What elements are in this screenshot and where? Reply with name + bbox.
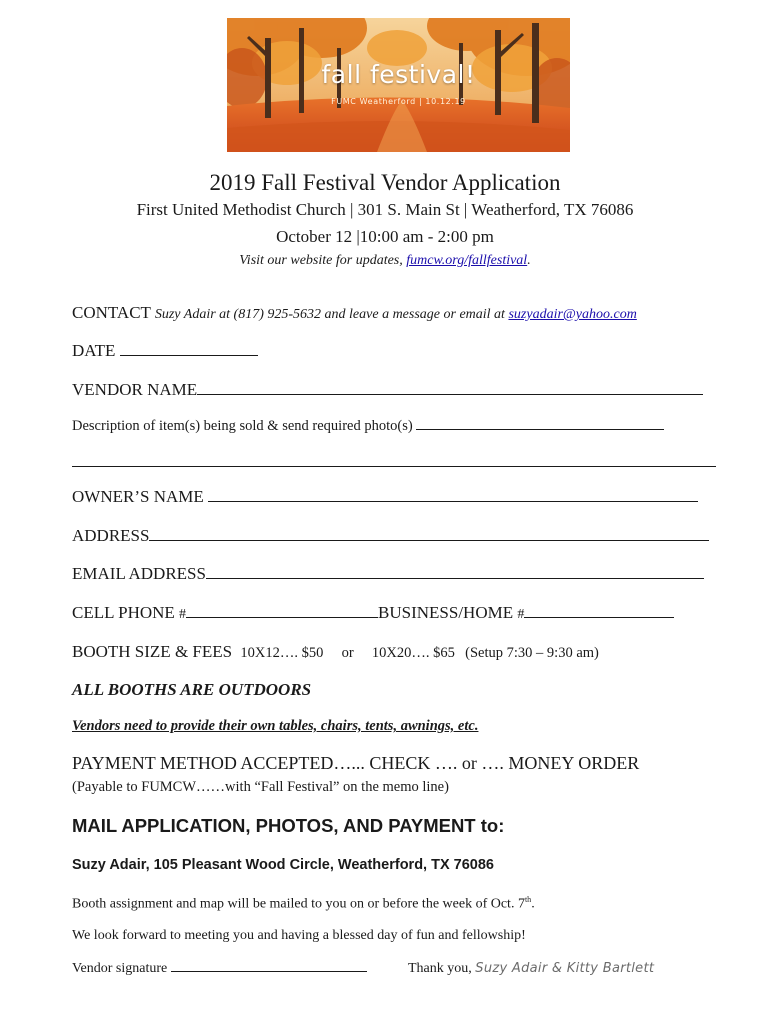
booth-assignment-text: Booth assignment and map will be mailed to you on or before the week of Oct. 7 — [72, 896, 525, 912]
booth-assignment-sup: th — [524, 895, 532, 904]
address-label: ADDRESS — [72, 526, 150, 545]
email-address-field[interactable] — [72, 564, 704, 584]
thank-you-label: Thank you, — [408, 961, 472, 976]
cell-phone-label: CELL PHONE — [72, 603, 175, 622]
email-address-blank-line[interactable] — [206, 577, 704, 579]
booth-assignment-end: . — [531, 896, 535, 912]
vendor-signature-label: Vendor signature — [72, 961, 168, 976]
booth-option-small: 10X12…. $50 — [240, 645, 324, 661]
location-line: First United Methodist Church | 301 S. Main St | Weatherford, TX 76086 — [136, 200, 634, 219]
description-label: Description of item(s) being sold & send required photo(s) — [72, 418, 413, 434]
address-blank-line[interactable] — [149, 539, 709, 541]
contact-label: CONTACT — [72, 303, 151, 322]
email-address-label: EMAIL ADDRESS — [72, 564, 206, 583]
outdoors-notice: ALL BOOTHS ARE OUTDOORS — [72, 680, 312, 699]
booth-fees-line — [72, 642, 599, 662]
vendor-name-blank-line[interactable] — [197, 393, 703, 395]
festival-banner-image — [227, 18, 570, 152]
booth-setup-time: (Setup 7:30 – 9:30 am) — [465, 645, 599, 661]
cell-phone-hash: # — [179, 607, 187, 622]
booth-fees-label: BOOTH SIZE & FEES — [72, 642, 233, 661]
signed-names: Suzy Adair & Kitty Bartlett — [475, 961, 655, 976]
vendor-name-field[interactable] — [72, 380, 703, 400]
contact-text: Suzy Adair at (817) 925-5632 and leave a message or email at — [154, 307, 509, 322]
booth-assignment-note — [72, 895, 535, 913]
description-blank-line[interactable] — [416, 428, 664, 430]
booth-option-large: 10X20…. $65 — [371, 645, 455, 661]
owner-name-field[interactable] — [72, 487, 698, 507]
mail-heading: MAIL APPLICATION, PHOTOS, AND PAYMENT to: — [72, 815, 505, 836]
banner-subtitle: FUMC Weatherford | 10.12.19 — [331, 97, 466, 106]
vendor-name-label: VENDOR NAME — [72, 380, 198, 399]
date-blank-line[interactable] — [120, 354, 258, 356]
vendor-signature-blank-line[interactable] — [171, 970, 367, 972]
visit-website-line — [0, 253, 770, 269]
look-forward-note: We look forward to meeting you and having a blessed day of fun and fellowship! — [72, 928, 526, 943]
payment-method-line: PAYMENT METHOD ACCEPTED…... CHECK …. or …. MONEY ORDER — [72, 753, 640, 773]
contact-email-link[interactable]: suzyadair@yahoo.com — [508, 307, 637, 322]
website-link[interactable]: fumcw.org/fallfestival — [406, 253, 528, 268]
owner-name-blank-line[interactable] — [208, 500, 698, 502]
cell-phone-blank-line[interactable] — [186, 616, 378, 618]
page-title: 2019 Fall Festival Vendor Application — [209, 170, 561, 195]
owner-name-label: OWNER’S NAME — [72, 487, 204, 506]
date-label: DATE — [72, 341, 116, 360]
date-time-line: October 12 |10:00 am - 2:00 pm — [276, 227, 494, 246]
contact-line — [72, 303, 637, 323]
description-extra-line[interactable] — [72, 466, 716, 467]
thank-you-line — [408, 961, 654, 977]
visit-prefix: Visit our website for updates, — [239, 253, 407, 268]
date-field[interactable] — [72, 341, 258, 361]
visit-suffix: . — [527, 253, 531, 268]
business-home-hash: # — [517, 607, 525, 622]
phone-fields — [72, 603, 674, 623]
address-field[interactable] — [72, 526, 709, 546]
payable-note: (Payable to FUMCW……with “Fall Festival” on the memo line) — [72, 779, 449, 795]
booth-or: or — [341, 645, 354, 661]
vendors-provide-notice: Vendors need to provide their own tables, chairs, tents, awnings, etc. — [72, 718, 479, 734]
banner-title: fall festival! — [321, 60, 476, 89]
description-field[interactable] — [72, 418, 664, 435]
business-home-blank-line[interactable] — [524, 616, 674, 618]
vendor-signature-field[interactable] — [72, 961, 367, 977]
mail-address: Suzy Adair, 105 Pleasant Wood Circle, Weatherford, TX 76086 — [72, 857, 494, 873]
business-home-label: BUSINESS/HOME — [378, 603, 514, 622]
